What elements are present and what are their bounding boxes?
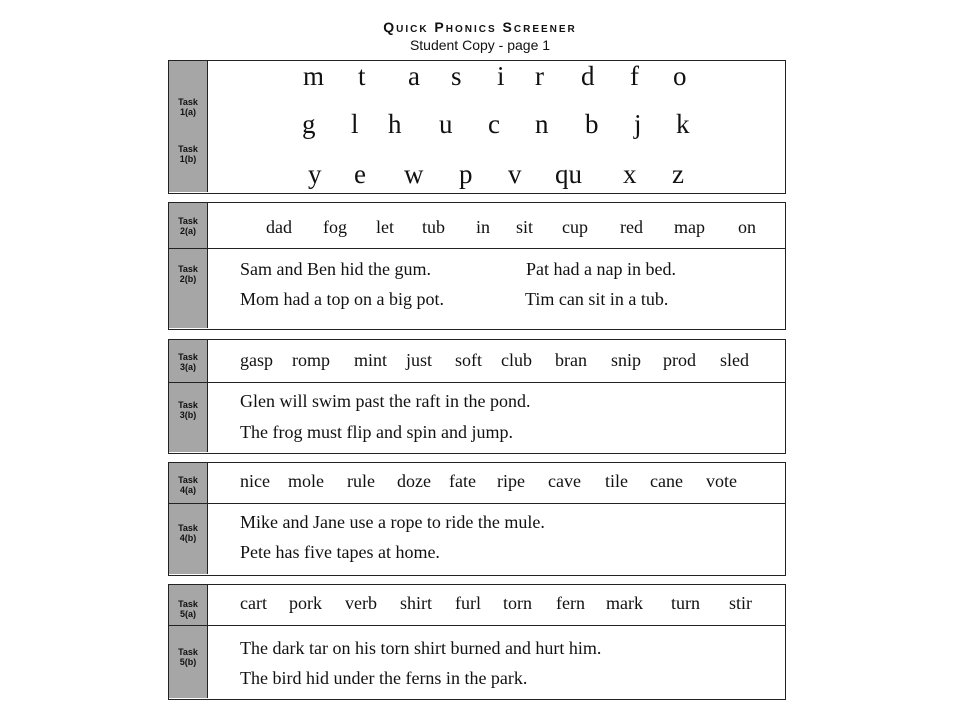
word: map [674,217,705,237]
word: just [406,350,433,370]
task-1b-label-line1: Task [178,144,198,154]
task-2a-words [208,203,785,248]
word: mint [354,350,388,370]
task-4a-words [208,463,785,503]
word: gasp [240,350,273,370]
letter: i [497,61,505,91]
letter: k [676,109,690,139]
task-1b-label-line2: 1(b) [179,154,197,164]
sentence: The frog must flip and spin and jump. [240,422,513,442]
letter: r [535,61,544,91]
word: in [476,217,491,237]
task-1-block [168,60,786,194]
task-3a-label-line1: Task [178,352,198,362]
letter: c [488,109,500,139]
sentence: The bird hid under the ferns in the park. [240,668,528,688]
word: furl [455,593,481,613]
letter: y [308,159,322,189]
task-2b-label-line1: Task [178,264,198,274]
task-2-block [168,202,786,330]
word: soft [455,350,482,370]
letter: h [388,109,402,139]
task-3b-sentences [208,383,785,452]
word: let [376,217,394,237]
task-2a-label-line1: Task [178,216,198,226]
word: on [738,217,756,237]
letter: j [634,109,642,139]
letter: z [672,159,684,189]
sentence: Pat had a nap in bed. [526,259,676,279]
word: vote [706,471,737,491]
task-5a-label [169,585,208,625]
task-5a-label-line1: Task [178,599,198,609]
task-1a-label-line2: 1(a) [179,107,196,117]
word: sled [720,350,749,370]
letter: t [358,61,366,91]
task-4a-label-line1: Task [178,475,198,485]
letter: qu [555,159,582,189]
word: cane [650,471,683,491]
letter: f [630,61,639,91]
letter: w [404,159,424,189]
word: cart [240,593,267,613]
word: fate [449,471,476,491]
word: cup [562,217,588,237]
task-5a-label-line2: 5(a) [179,609,196,619]
sentence: Sam and Ben hid the gum. [240,259,431,279]
letter: s [451,61,462,91]
task-4-block [168,462,786,576]
letter: u [439,109,453,139]
task-4b-label-line2: 4(b) [179,533,197,543]
letter: m [303,61,325,91]
letter: n [535,109,549,139]
word: turn [671,593,700,613]
task-4b-label [169,504,208,574]
screener-subtitle: Student Copy - page 1 [409,37,551,53]
word: fern [556,593,585,613]
task-2b-sentences [208,249,785,328]
word: fog [323,217,347,237]
sentence: Glen will swim past the raft in the pond. [240,391,531,411]
sentence: Mom had a top on a big pot. [240,289,444,309]
word: sit [516,217,534,237]
word: torn [503,593,532,613]
word: pork [289,593,322,613]
word: mark [606,593,643,613]
task-5b-sentences [208,626,785,698]
task-5b-label-line2: 5(b) [179,657,197,667]
screener-title: Quick Phonics Screener [383,19,577,35]
task-3b-label-line1: Task [178,400,198,410]
word: romp [292,350,330,370]
task-4a-label [169,463,208,503]
task-1-label [169,61,208,192]
word: rule [347,471,375,491]
letter: e [354,159,366,189]
word: mole [288,471,324,491]
task-3a-label-line2: 3(a) [179,362,196,372]
word: dad [266,217,292,237]
word: bran [555,350,587,370]
letter: b [585,109,599,139]
task-3b-label [169,383,208,452]
word: tub [422,217,446,237]
word: doze [397,471,431,491]
task-1a-label-line1: Task [178,97,198,107]
letter: o [673,61,687,91]
word: snip [611,350,642,370]
word: nice [240,471,270,491]
word: prod [663,350,696,370]
word: red [620,217,643,237]
sentence: The dark tar on his torn shirt burned and hurt him. [240,638,602,658]
word: ripe [497,471,525,491]
letter: p [459,159,473,189]
word: shirt [400,593,433,613]
letter: x [623,159,637,189]
task-2a-label-line2: 2(a) [179,226,196,236]
task-3a-words [208,340,785,382]
word: tile [605,471,628,491]
letter: a [408,61,420,91]
task-2b-label-line2: 2(b) [179,274,197,284]
task-2a-label [169,203,208,248]
task-3-block [168,339,786,454]
task-4a-label-line2: 4(a) [179,485,196,495]
letter: v [508,159,522,189]
task-4b-label-line1: Task [178,523,198,533]
task-5-block [168,584,786,700]
task-5a-words [208,585,785,625]
task-2b-label [169,249,208,328]
task-4b-sentences [208,504,785,574]
task-3b-label-line2: 3(b) [179,410,197,420]
task-1-letters [208,61,785,192]
word: verb [345,593,377,613]
word: stir [729,593,753,613]
word: cave [548,471,581,491]
letter: d [581,61,595,91]
task-3a-label [169,340,208,382]
sentence: Mike and Jane use a rope to ride the mule. [240,512,545,532]
sentence: Tim can sit in a tub. [525,289,669,309]
word: club [501,350,532,370]
letter: l [351,109,359,139]
task-5b-label-line1: Task [178,647,198,657]
letter: g [302,109,316,139]
task-5b-label [169,626,208,698]
sentence: Pete has five tapes at home. [240,542,440,562]
